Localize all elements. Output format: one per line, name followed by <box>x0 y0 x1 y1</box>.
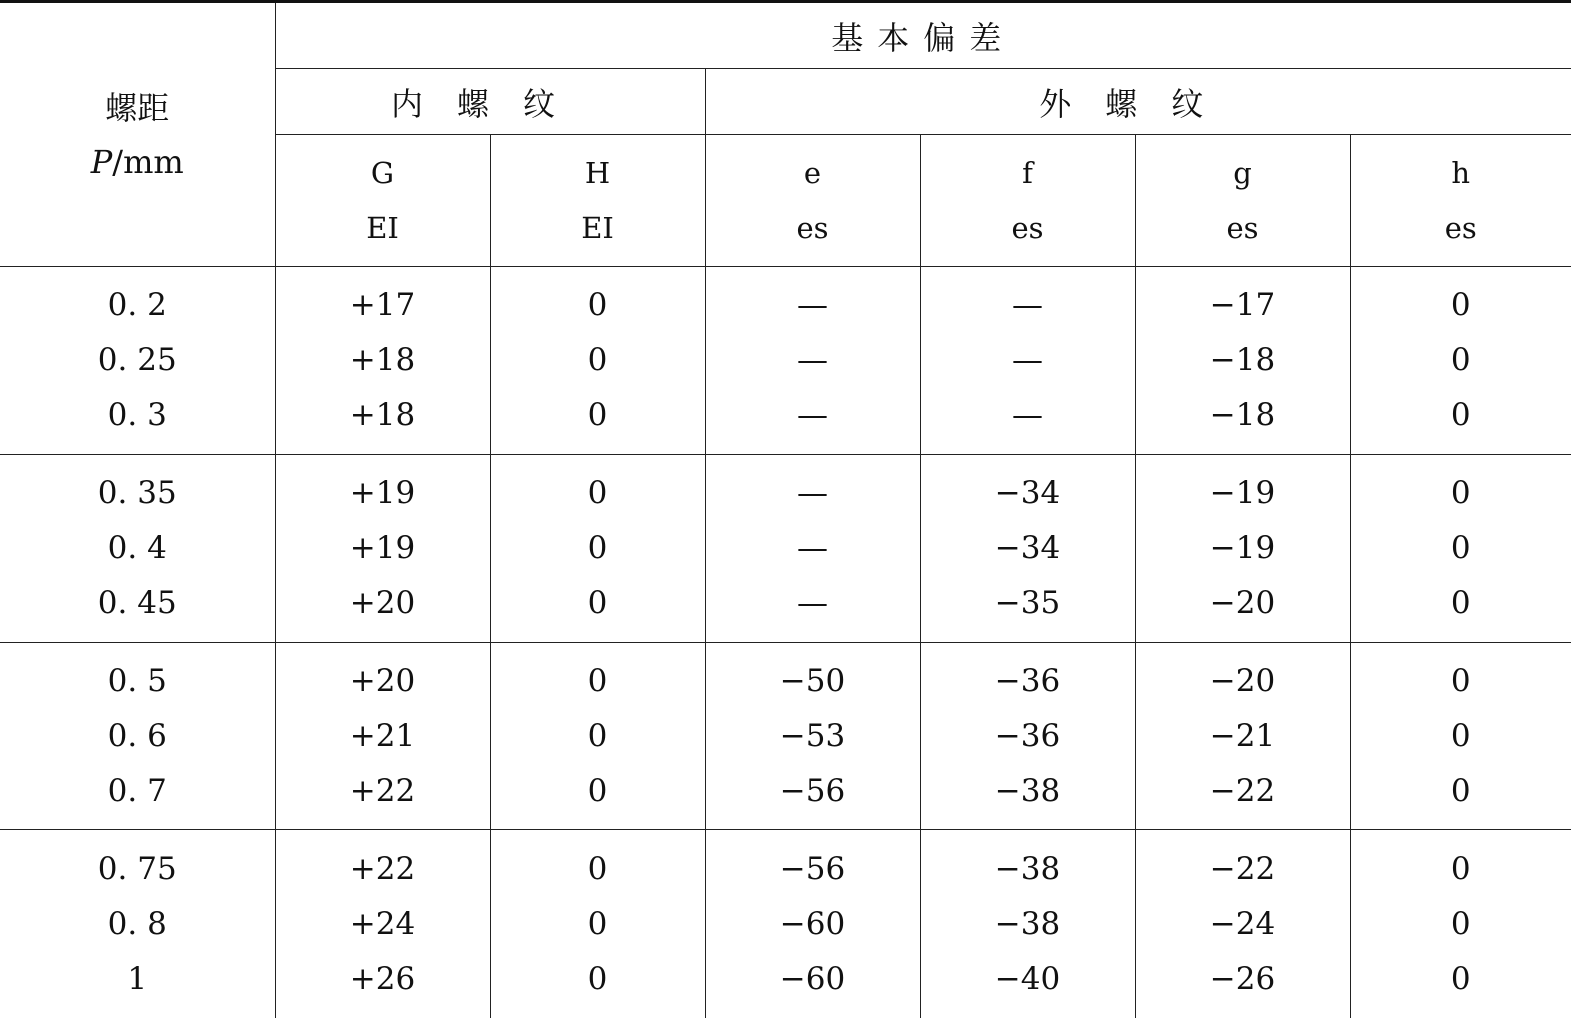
g-cell: −20 −21 −22 <box>1135 642 1350 829</box>
col-letter: G <box>370 155 395 190</box>
pitch-label: 螺距 <box>105 88 170 127</box>
g-cell: −22 −24 −26 <box>1135 830 1350 1018</box>
col-deviation: es <box>1444 210 1477 245</box>
g-cell: −19 −19 −20 <box>1135 454 1350 642</box>
external-thread-label: 外螺纹 <box>1039 84 1238 123</box>
H-cell: 0 0 0 <box>490 267 705 454</box>
col-deviation: es <box>1226 210 1259 245</box>
G-cell: +20 +21 +22 <box>275 642 490 829</box>
H-cell: 0 0 0 <box>490 454 705 642</box>
pitch-unit: P/mm <box>90 142 184 181</box>
col-letter: f <box>1022 155 1033 190</box>
e-cell: −50 −53 −56 <box>705 642 920 829</box>
G-cell: +17 +18 +18 <box>275 267 490 454</box>
pitch-cell: 0. 75 0. 8 1 <box>0 830 275 1018</box>
col-deviation: EI <box>581 210 614 245</box>
G-cell: +19 +19 +20 <box>275 454 490 642</box>
e-cell: −56 −60 −60 <box>705 830 920 1018</box>
external-thread-header <box>705 69 1571 135</box>
col-header-g <box>1135 135 1350 267</box>
h-cell: 0 0 0 <box>1350 454 1571 642</box>
col-header-e <box>705 135 920 267</box>
e-cell: — — — <box>705 267 920 454</box>
table-title: 基本偏差 <box>275 2 1571 69</box>
e-cell: — — — <box>705 454 920 642</box>
h-cell: 0 0 0 <box>1350 830 1571 1018</box>
internal-thread-label: 内螺纹 <box>390 84 589 123</box>
f-cell: −38 −38 −40 <box>920 830 1135 1018</box>
pitch-header <box>0 2 275 267</box>
pitch-cell: 0. 5 0. 6 0. 7 <box>0 642 275 829</box>
g-cell: −17 −18 −18 <box>1135 267 1350 454</box>
col-deviation: EI <box>366 210 399 245</box>
table-row-group <box>0 830 1571 1018</box>
h-cell: 0 0 0 <box>1350 267 1571 454</box>
table-row-group <box>0 642 1571 829</box>
H-cell: 0 0 0 <box>490 642 705 829</box>
f-cell: — — — <box>920 267 1135 454</box>
internal-thread-header <box>275 69 705 135</box>
col-header-G <box>275 135 490 267</box>
table-row-group <box>0 454 1571 642</box>
G-cell: +22 +24 +26 <box>275 830 490 1018</box>
pitch-cell: 0. 2 0. 25 0. 3 <box>0 267 275 454</box>
col-deviation: es <box>1011 210 1044 245</box>
col-header-h <box>1350 135 1571 267</box>
f-cell: −36 −36 −38 <box>920 642 1135 829</box>
pitch-cell: 0. 35 0. 4 0. 45 <box>0 454 275 642</box>
col-letter: H <box>584 155 611 190</box>
H-cell: 0 0 0 <box>490 830 705 1018</box>
col-letter: h <box>1451 155 1471 190</box>
h-cell: 0 0 0 <box>1350 642 1571 829</box>
table-row-group <box>0 267 1571 454</box>
f-cell: −34 −34 −35 <box>920 454 1135 642</box>
col-letter: e <box>803 155 822 190</box>
col-header-f <box>920 135 1135 267</box>
col-header-H <box>490 135 705 267</box>
col-letter: g <box>1233 155 1252 190</box>
col-deviation: es <box>796 210 829 245</box>
